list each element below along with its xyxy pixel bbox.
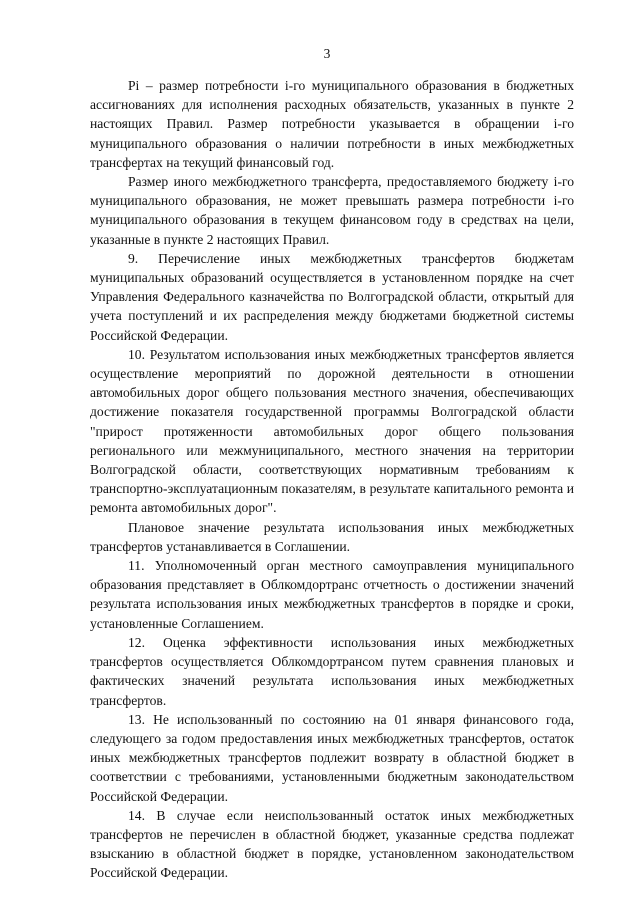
paragraph-item-9: 9. Перечисление иных межбюджетных трансфертов бюджетам муниципальных образований осуществляется в установленном порядке на счет Управления Федерального казначейства по Волгоградской области, открытый для учета поступлений и их распределения между бюджетами бюджетной системы Российской Федерации. (90, 250, 574, 343)
paragraph-item-13: 13. Не использованный по состоянию на 01 января финансового года, следующего за годом предоставления иных межбюджетных трансфертов, остаток иных межбюджетных трансфертов подлежит возврату в областной бюджет в соответствии с требованиями, установленными бюджетным законодательством Российской Федерации. (90, 711, 574, 804)
paragraph-item-14: 14. В случае если неиспользованный остаток иных межбюджетных трансфертов не перечислен в областной бюджет, указанные средства подлежат взысканию в областной бюджет в порядке, установленном законодательством Российской Федерации. (90, 807, 574, 881)
paragraph-item-10: 10. Результатом использования иных межбюджетных трансфертов является осуществление мероприятий по дорожной деятельности в отношении автомобильных дорог общего пользования местного значения, обеспечивающих достижение показателя государственной программы Волгоградской области "прирост протяженности автомобильных дорог общего пользования регионального или межмуниципального, местного значения на территории Волгоградской области, соответствующих нормативным требованиям к транспортно-эксплуатационным показателям, в результате капитального ремонта и ремонта автомобильных дорог". (90, 346, 574, 516)
paragraph-planned-value: Плановое значение результата использования иных межбюджетных трансфертов устанавливается в Соглашении. (90, 519, 574, 554)
page-number: 3 (323, 46, 331, 61)
paragraph-transfer-size: Размер иного межбюджетного трансферта, предоставляемого бюджету i-го муниципального образования, не может превышать размера потребности i-го муниципального образования в текущем финансовом году в средствах на цели, указанные в пункте 2 настоящих Правил. (90, 174, 574, 247)
paragraph-item-11: 11. Уполномоченный орган местного самоуправления муниципального образования представляет в Облкомдортранс отчетность о достижении значений результата использования иных межбюджетных трансфертов в порядке и сроки, установленные Соглашением. (90, 558, 574, 631)
paragraph-pi-definition: Pi – размер потребности i-го муниципального образования в бюджетных ассигнованиях для исполнения расходных обязательств, указанных в пункте 2 настоящих Правил. Размер потребности указывается в обращении i-го муниципального образования о наличии потребности в иных межбюджетных трансфертах на текущий финансовый год. (90, 78, 574, 170)
paragraph-item-12: 12. Оценка эффективности использования иных межбюджетных трансфертов осуществляется Облкомдортрансом путем сравнения плановых и фактических значений результата использования иных межбюджетных трансфертов. (90, 634, 574, 708)
